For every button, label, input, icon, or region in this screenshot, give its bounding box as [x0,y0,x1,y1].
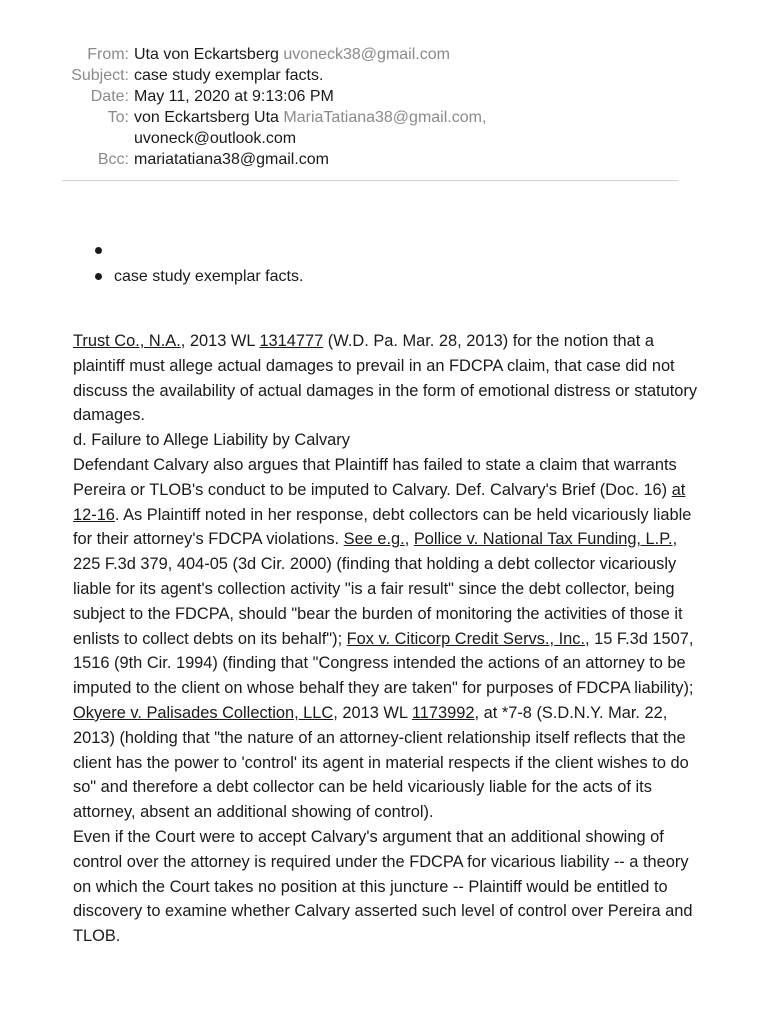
body-paragraph-4: Even if the Court were to accept Calvary's argument that an additional showing of control over the attorney is required under the FDCPA for vicarious liability -- a theory on which the Court takes no position at this juncture -- Plaintiff would be entitled to discovery to examine whether Calvary asserted such level of control over Pereira and TLOB. [73,827,693,946]
bcc-label: Bcc: [97,151,129,168]
body-heading: d. Failure to Allege Liability by Calvary [73,431,350,450]
citation-link[interactable]: at 12-16 [73,480,686,524]
to-label-spacer [0,128,134,149]
to-name: von Eckartsberg Uta [134,109,279,126]
bullet-item-subject: case study exemplar facts. [73,264,303,290]
email-body [73,329,703,949]
to-label: To: [107,109,129,126]
citation-link[interactable]: Okyere v. Palisades Collection, LLC [73,703,334,722]
to-row-continued [0,128,768,149]
body-text-run: , at *7-8 (S.D.N.Y. Mar. 22, 2013) (holding that "the nature of an attorney-client relationship itself reflects that the client has the power to 'control' its agent in material respects if the client wishes to do so" and therefore a debt collector can be held vicariously liable for the acts of its attorney, absent an additional showing of control). [73,703,689,822]
citation-link[interactable]: 1173992 [411,703,475,722]
to-email[interactable]: MariaTatiana38@gmail.com, [283,109,487,126]
body-paragraph-1 [73,329,703,428]
from-row [0,44,768,65]
subject-label: Subject: [71,67,129,84]
body-text-run: , 225 F.3d 379, 404-05 (3d Cir. 2000) (finding that holding a debt collector vicariously liable for its agent's collection activity "is a fair result" since the debt collector, being subject to the FDCPA, should "bear the burden of monitoring the activities of those it enlists to collect debts on its behalf"); [73,530,683,648]
body-paragraph-3 [73,453,703,825]
body-text-run: , [404,530,414,549]
header-divider [62,180,678,181]
citation-link[interactable]: Pollice v. National Tax Funding, L.P. [413,530,673,549]
bcc-value[interactable]: mariatatiana38@gmail.com [134,151,329,168]
citation-link[interactable]: See e.g. [343,530,405,549]
from-value [134,44,450,65]
body-text-run: . As Plaintiff noted in her response, debt collectors can be held vicariously liable for their attorney's FDCPA violations. [73,505,692,549]
date-value: May 11, 2020 at 9:13:06 PM [134,88,334,105]
citation-link[interactable]: 1314777 [259,332,324,350]
body-text-run: , 2013 WL [333,703,412,722]
from-name: Uta von Eckartsberg [134,46,279,63]
to-value [134,107,486,128]
from-label: From: [87,46,129,63]
body-text-run: Defendant Calvary also argues that Plaintiff has failed to state a claim that warrants Pereira or TLOB's conduct to be imputed to Calvary. Def. Calvary's Brief (Doc. 16) [73,455,677,499]
subject-row [0,65,768,86]
citation-link[interactable]: Fox v. Citicorp Credit Servs., Inc. [346,629,585,648]
bullet-list [73,238,303,290]
body-text-run: (W.D. Pa. Mar. 28, 2013) for the notion that a plaintiff must allege actual damages to prevail in an FDCPA claim, that case did not discuss the availability of actual damages in the form of emotional distress or statutory damages. [73,332,698,425]
body-text-run: , 2013 WL [180,332,260,350]
from-email[interactable]: uvoneck38@gmail.com [283,46,450,63]
date-label: Date: [90,88,129,105]
to-row [0,107,768,128]
subject-value: case study exemplar facts. [134,67,324,84]
date-row [0,86,768,107]
email-header [0,44,768,170]
bullet-item-empty [73,238,303,264]
bcc-row [0,149,768,170]
body-text-run: , 15 F.3d 1507, 1516 (9th Cir. 1994) (finding that "Congress intended the actions of an attorney to be imputed to the client on whose behalf they are taken" for purposes of FDCPA liability); [73,629,694,698]
citation-link[interactable]: Trust Co., N.A. [73,332,181,350]
to-second-recipient[interactable]: uvoneck@outlook.com [134,130,297,147]
